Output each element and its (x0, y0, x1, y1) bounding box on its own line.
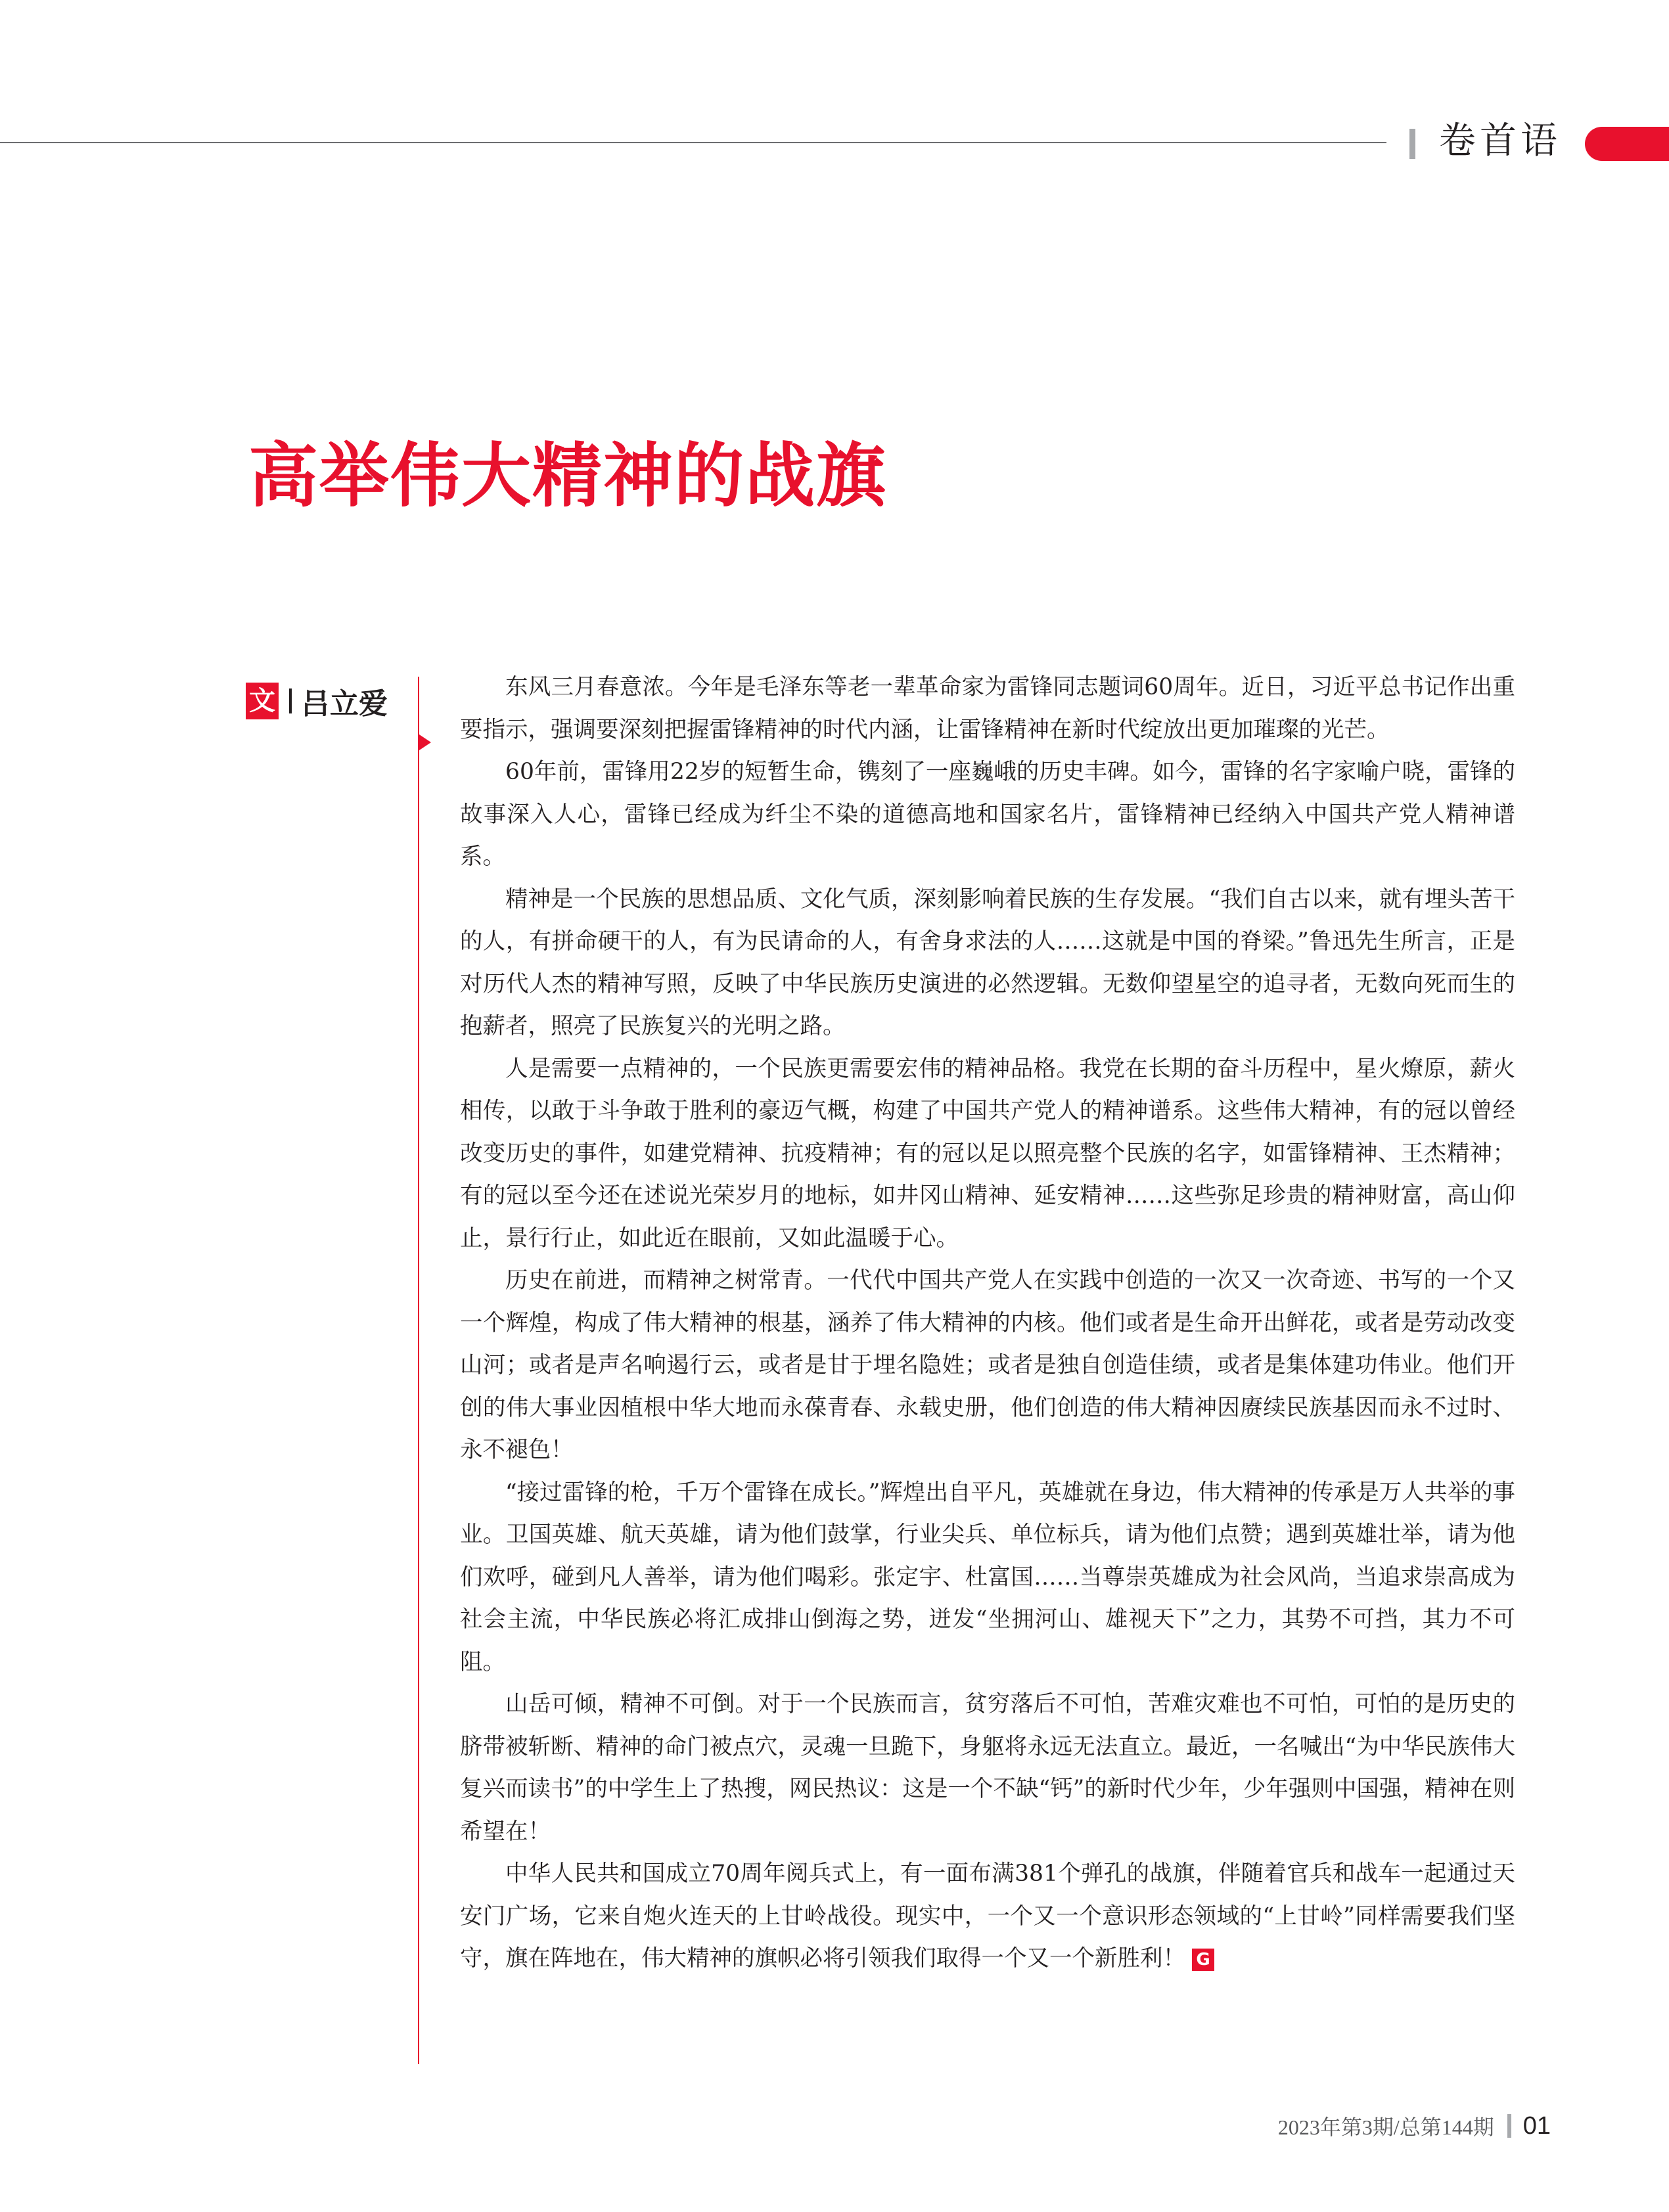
section-tab-marker (1585, 127, 1669, 161)
page-footer (1278, 2108, 1551, 2144)
margin-rule (418, 677, 419, 2064)
end-mark-icon: G (1192, 1949, 1214, 1971)
page-number: 01 (1522, 2111, 1551, 2140)
byline-badge: 文 (246, 683, 279, 719)
paragraph-last (460, 1853, 1515, 1980)
article-body (460, 666, 1515, 1980)
paragraph: 东风三月春意浓。今年是毛泽东等老一辈革命家为雷锋同志题词60周年。近日，习近平总书记作出重要指示，强调要深刻把握雷锋精神的时代内涵，让雷锋精神在新时代绽放出更加璀璨的光芒。 (460, 674, 1515, 743)
paragraph: 精神是一个民族的思想品质、文化气质，深刻影响着民族的生存发展。“我们自古以来，就有埋头苦干的人，有拼命硬干的人，有为民请命的人，有舍身求法的人……这就是中国的脊梁。”鲁迅先生所言，正是对历代人杰的精神写照，反映了中华民族历史演进的必然逻辑。无数仰望星空的追寻者，无数向死而生的抱薪者，照亮了民族复兴的光明之路。 (460, 886, 1515, 1039)
paragraph: 人是需要一点精神的，一个民族更需要宏伟的精神品格。我党在长期的奋斗历程中，星火燎原，薪火相传，以敢于斗争敢于胜利的豪迈气概，构建了中国共产党人的精神谱系。这些伟大精神，有的冠以曾经改变历史的事件，如建党精神、抗疫精神；有的冠以足以照亮整个民族的名字，如雷锋精神、王杰精神；有的冠以至今还在述说光荣岁月的地标，如井冈山精神、延安精神……这些弥足珍贵的精神财富，高山仰止，景行行止，如此近在眼前，又如此温暖于心。 (460, 1055, 1515, 1252)
section-divider-bar (1409, 129, 1415, 159)
issue-info: 2023年第3期/总第144期 (1277, 2115, 1494, 2139)
article-title: 高举伟大精神的战旗 (248, 436, 887, 516)
section-label: 卷首语 (1439, 120, 1561, 162)
byline-separator (289, 688, 292, 713)
author-name: 吕立爱 (301, 687, 388, 721)
header-rule (0, 142, 1386, 143)
paragraph: 60年前，雷锋用22岁的短暂生命，镌刻了一座巍峨的历史丰碑。如今，雷锋的名字家喻户晓，雷锋的故事深入人心，雷锋已经成为纤尘不染的道德高地和国家名片，雷锋精神已经纳入中国共产党人精神谱系。 (460, 759, 1515, 870)
margin-arrow-icon (419, 734, 431, 750)
paragraph: 历史在前进，而精神之树常青。一代代中国共产党人在实践中创造的一次又一次奇迹、书写的一个又一个辉煌，构成了伟大精神的根基，涵养了伟大精神的内核。他们或者是生命开出鲜花，或者是劳动改变山河；或者是声名响遏行云，或者是甘于埋名隐姓；或者是独自创造佳绩，或者是集体建功伟业。他们开创的伟大事业因植根中华大地而永葆青春、永载史册，他们创造的伟大精神因赓续民族基因而永不过时、永不褪色！ (460, 1267, 1515, 1463)
paragraph: “接过雷锋的枪，千万个雷锋在成长。”辉煌出自平凡，英雄就在身边，伟大精神的传承是万人共举的事业。卫国英雄、航天英雄，请为他们鼓掌，行业尖兵、单位标兵，请为他们点赞；遇到英雄壮举，请为他们欢呼，碰到凡人善举，请为他们喝彩。张定宇、杜富国……当尊崇英雄成为社会风尚，当追求崇高成为社会主流，中华民族必将汇成排山倒海之势，迸发“坐拥河山、雄视天下”之力，其势不可挡，其力不可阻。 (460, 1479, 1515, 1675)
paragraph-last-text: 中华人民共和国成立70周年阅兵式上，有一面布满381个弹孔的战旗，伴随着官兵和战车一起通过天安门广场，它来自炮火连天的上甘岭战役。现实中，一个又一个意识形态领域的“上甘岭”同样需要我们坚守，旗在阵地在，伟大精神的旗帜必将引领我们取得一个又一个新胜利！ (460, 1861, 1515, 1972)
footer-divider (1507, 2114, 1511, 2138)
paragraph: 山岳可倾，精神不可倒。对于一个民族而言，贫穷落后不可怕，苦难灾难也不可怕，可怕的是历史的脐带被斩断、精神的命门被点穴，灵魂一旦跪下，身躯将永远无法直立。最近，一名喊出“为中华民族伟大复兴而读书”的中学生上了热搜，网民热议：这是一个不缺“钙”的新时代少年，少年强则中国强，精神在则希望在！ (460, 1691, 1515, 1845)
byline (246, 682, 388, 720)
